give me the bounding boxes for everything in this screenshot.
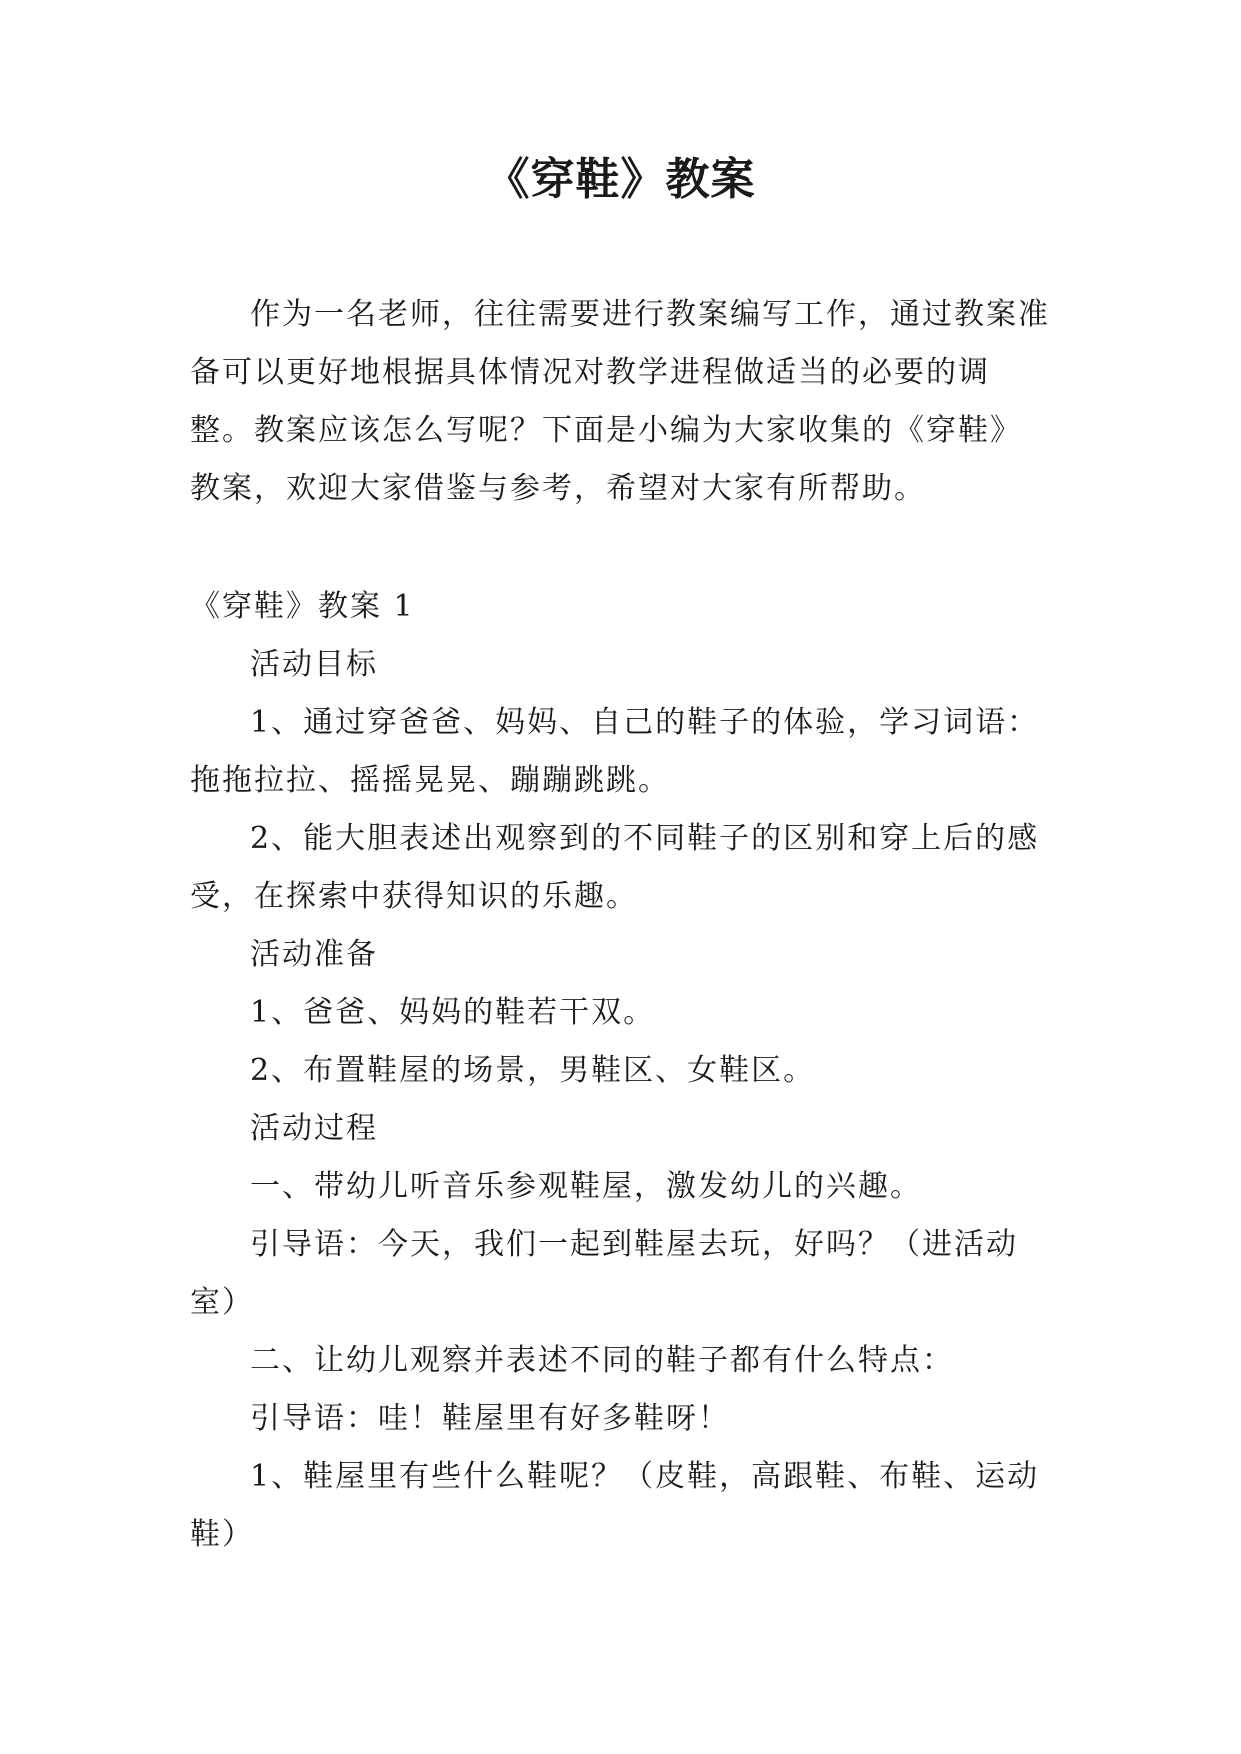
paragraph: 1、爸爸、妈妈的鞋若干双。	[250, 995, 656, 1030]
paragraph: 1、鞋屋里有些什么鞋呢？（皮鞋，高跟鞋、布鞋、运动鞋）	[190, 1459, 1040, 1552]
paragraph: 活动过程	[250, 1111, 378, 1146]
paragraph: 2、能大胆表述出观察到的不同鞋子的区别和穿上后的感受，在探索中获得知识的乐趣。	[190, 821, 1040, 914]
paragraph: 引导语：哇！鞋屋里有好多鞋呀！	[250, 1401, 730, 1436]
paragraph: 活动目标	[250, 647, 378, 682]
paragraph: 引导语：今天，我们一起到鞋屋去玩，好吗？（进活动室）	[190, 1227, 1018, 1320]
paragraph: 1、通过穿爸爸、妈妈、自己的鞋子的体验，学习词语：拖拖拉拉、摇摇晃晃、蹦蹦跳跳。	[190, 705, 1040, 798]
paragraph: 2、布置鞋屋的场景，男鞋区、女鞋区。	[250, 1053, 816, 1088]
paragraph: 活动准备	[250, 937, 378, 972]
paragraph: 二、让幼儿观察并表述不同的鞋子都有什么特点：	[250, 1343, 954, 1378]
intro-paragraph: 作为一名老师，往往需要进行教案编写工作，通过教案准备可以更好地根据具体情况对教学进程做适当的必要的调整。教案应该怎么写呢？下面是小编为大家收集的《穿鞋》教案，欢迎大家借鉴与参考，希望对大家有所帮助。	[190, 297, 1050, 506]
section-heading: 《穿鞋》教案 1	[190, 589, 415, 624]
paragraph: 一、带幼儿听音乐参观鞋屋，激发幼儿的兴趣。	[250, 1169, 922, 1204]
document-title: 《穿鞋》教案	[485, 154, 756, 205]
document-body	[190, 286, 1052, 1564]
